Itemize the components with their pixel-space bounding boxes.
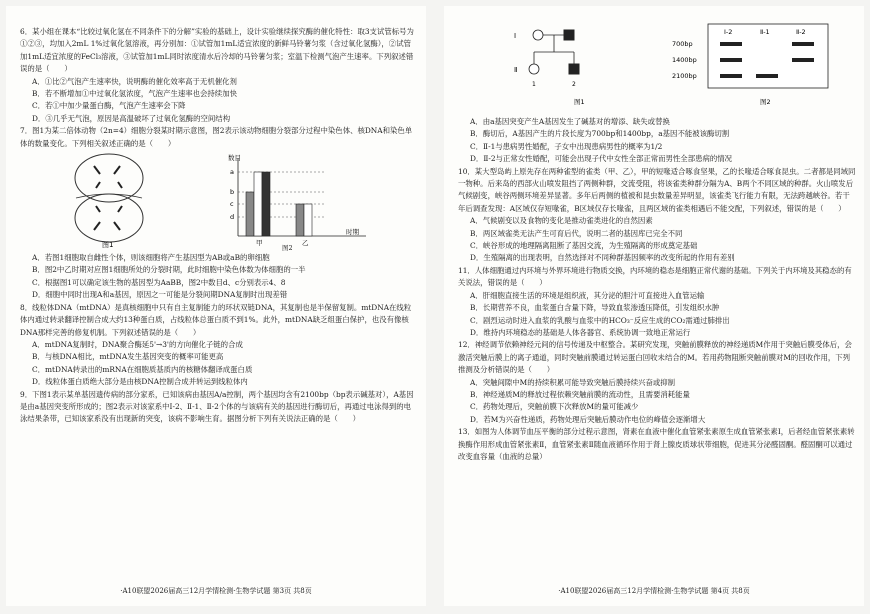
- affected-male-ii2: [569, 64, 579, 74]
- gel-caption: 图2: [760, 98, 771, 106]
- question-10-option-c: C．峡谷形成的地理隔离阻断了基因交流，为生殖隔离的形成奠定基础: [470, 241, 698, 251]
- generation-2-label: Ⅱ: [514, 66, 518, 74]
- pedigree-chart: [514, 20, 654, 110]
- female-i1: [533, 30, 543, 40]
- right-page-footer: ·A10联盟2026届高三12月学情检测·生物学试题 第4页 共8页: [558, 587, 750, 595]
- question-10-stem: 10．某大型岛屿上原先存在两种雀型的雀类（甲、乙），甲的短喙适合啄食坚果，乙的长喙适合啄食昆虫。二者都是同域同一物种。后来岛的西部火山喷发阻挡了两侧种群，交流受阻，将该雀类种群分隔为A、B两个不同区域的种群。火山喷发后气候剧变，峡谷两侧环境差异显著。多年后两侧的植被和昆虫数量差异明显，该雀类飞行能力有限，无法跨越峡谷。若干年后调查发现：A区域仅存短喙雀，B区域仅存长喙雀，且两区域的雀类相遇后不能交配，下列叙述，错误的是（ ）: [458, 166, 856, 213]
- figure-2-ylabel: 数目: [228, 154, 241, 163]
- tick-b: b: [230, 188, 235, 197]
- group-jia: 甲: [256, 239, 263, 248]
- question-12-stem: 12．神经调节依赖神经元间的信号传递及中枢整合。某研究发现，突触前膜释放的神经递质M作用于突触后膜受体后，会激活突触后膜上的离子通道，同时突触前膜通过转运蛋白回收未结合的M。若用药物阻断突触前膜对M的回收作用，下列推测及分析错误的是（ ）: [458, 340, 852, 375]
- bar-yi-1: [296, 204, 304, 236]
- lane-ii1: Ⅱ-1: [760, 28, 770, 36]
- question-6-option-c: C．若①中加少量蛋白酶，气泡产生速率会下降: [32, 101, 186, 111]
- question-9-figures: [458, 20, 856, 116]
- female-ii1: [529, 64, 539, 74]
- left-page: [6, 6, 426, 606]
- lane-ii2: Ⅱ-2: [796, 28, 806, 36]
- generation-1-label: Ⅰ: [514, 32, 517, 40]
- question-11-option-c: C．剧烈运动时进入血浆的乳酸与血浆中的HCO₃⁻反应生成的CO₂需通过肺排出: [470, 315, 730, 325]
- size-1400: 1400bp: [672, 56, 697, 64]
- question-9-option-c: C．Ⅱ-1与患病男性婚配，子女中出现患病男性的概率为1/2: [470, 141, 663, 151]
- question-12-option-b: B．神经递质M的释放过程依赖突触前膜的流动性，且需要消耗能量: [470, 389, 690, 399]
- question-12-option-d: D．若M为兴奋性递质，药物处理后突触后膜动作电位的峰值会逐渐增大: [470, 414, 706, 424]
- question-6-option-a: A．①比②气泡产生速率快，说明酶的催化效率高于无机催化剂: [32, 76, 237, 86]
- question-11-option-b: B．长期营养不良，血浆蛋白含量下降，导致血浆渗透压降低，引发组织水肿: [470, 303, 720, 313]
- question-7-option-d: D．细胞中同时出现A和a基因，原因之一可能是分裂间期DNA复制时出现差错: [32, 290, 288, 300]
- right-page: [444, 6, 864, 606]
- tick-c: c: [230, 200, 234, 209]
- ii1-number: 1: [532, 81, 536, 88]
- size-2100: 2100bp: [672, 72, 697, 80]
- size-700: 700bp: [672, 40, 693, 48]
- question-8-option-d: D．线粒体蛋白质绝大部分是由核DNA控制合成并转运到线粒体内: [32, 377, 248, 387]
- figure-2-xlabel: 时期: [346, 228, 359, 237]
- question-7-figures: [20, 150, 418, 252]
- question-10-option-a: A．气候剧变以及食物的变化是推动雀类进化的自然因素: [470, 216, 653, 226]
- question-9-stem: 9．下图1表示某单基因遗传病的部分家系，已知该病由基因A/a控制，两个基因均含有2100bp（bp表示碱基对），A基因是由a基因突变所形成的；图2表示对该家系中Ⅰ-2、Ⅱ-1、Ⅱ-2个体的与该病有关的基因进行酶切后，再通过电泳得到的电泳结果条带，已知该家系没有出现新的突变，该病不影响生育。据图分析下列有关说法正确的是（ ）: [20, 389, 414, 424]
- question-13-stem: 13．如图为人体调节血压平衡的部分过程示意图，肾素在血液中催化血管紧张素原生成血管紧张素Ⅰ，后者经血管紧张素转换酶作用形成血管紧张素Ⅱ，血管紧张素Ⅱ随血液循环作用于肾上腺皮质球状带细胞，促进其分泌醛固酮。醛固酮可以通过改变血容量（血液的总量）: [458, 427, 855, 461]
- left-page-footer: ·A10联盟2026届高三12月学情检测·生物学试题 第3页 共8页: [120, 587, 312, 595]
- question-12-option-a: A．突触间隙中M的持续积累可能导致突触后膜持续兴奋或抑制: [470, 377, 676, 387]
- question-12-option-c: C．药物处理后，突触前膜下次释放M的量可能减少: [470, 402, 639, 412]
- question-9-option-d: D．Ⅱ-2与正常女性婚配，可能会出现子代中女性全部正常而男性全部患病的情况: [470, 154, 733, 164]
- bar-yi-2: [304, 204, 312, 236]
- pedigree-caption: 图1: [574, 98, 585, 106]
- count-bar-chart: [216, 150, 376, 250]
- question-8-option-c: C．mtDNA转录出的mRNA在细胞质基质内的核糖体翻译成蛋白质: [32, 364, 253, 374]
- question-6-option-d: D．③几乎无气泡，原因是高温破坏了过氧化氢酶的空间结构: [32, 113, 231, 123]
- question-6-option-b: B．若不断增加①中过氧化氢浓度，气泡产生速率也会持续加快: [32, 89, 237, 99]
- question-7-option-a: A．若图1细胞取自雌性个体，则该细胞将产生基因型为AB或aB的卵细胞: [32, 253, 270, 263]
- question-6-stem: 6．某小组在课本“比较过氧化氢在不同条件下的分解”实验的基础上，设计实验继续探究酶的催化特性：取3支试管标号为①②③，均加入2mL 1%过氧化氢溶液，再分别加：①试管加1mL适宜浓度的新鲜马铃薯匀浆（含过氧化氢酶），②试管加1mL适宜浓度的FeCl₃溶液，③试管加1mL同时浓度清水后冷却的马铃薯匀浆；室温下检测气泡产生速率。下列叙述错误的是（ ）: [20, 27, 414, 74]
- ii2-number: 2: [572, 81, 576, 88]
- bar-jia-2: [254, 172, 262, 236]
- question-7-option-b: B．图2中乙时期对应图1细胞所处的分裂时期，此时细胞中染色体数为体细胞的一半: [32, 265, 306, 275]
- question-11-stem: 11．人体细胞通过内环境与外界环境进行物质交换，内环境的稳态是细胞正常代谢的基础。下列关于内环境及其稳态的有关说法，错误的是（ ）: [458, 265, 852, 288]
- question-11-option-a: A．肝细胞直接生活的环境是组织液，其分泌的胆汁可直接进入血管运输: [470, 290, 705, 300]
- question-10-option-d: D．生殖隔离的出现表明，自然选择对不同种群基因频率的改变所起的作用有差别: [470, 253, 735, 263]
- lane-i2: Ⅰ-2: [724, 28, 733, 36]
- question-8-stem: 8．线粒体DNA（mtDNA）是真核细胞中只有自主复制能力的环状双链DNA，其复制也是半保留复制。mtDNA在线粒体内通过转录翻译控制合成大约13种蛋白质，占线粒体总蛋白质不到1%。此外，mtDNA缺乏组蛋白保护，也没有像核DNA那样完善的修复机制。下列叙述错误的是（ ）: [20, 302, 412, 337]
- bar-jia-1: [246, 192, 254, 236]
- figure-2-caption: 图2: [282, 244, 293, 253]
- question-7-option-c: C．根据图1可以确定该生物的基因型为AaBB，图2中数目d、c分别表示4、8: [32, 277, 286, 287]
- affected-male-i2: [564, 30, 574, 40]
- tick-a: a: [230, 168, 234, 177]
- tick-d: d: [230, 213, 235, 222]
- question-8-option-a: A．mtDNA复制时，DNA聚合酶延5'→3'的方向催化子链的合成: [32, 339, 243, 349]
- left-page-content: [20, 26, 418, 426]
- cell-division-diagram: [54, 150, 174, 250]
- bar-jia-3: [262, 172, 270, 236]
- question-7-stem: 7．图1为某二倍体动物（2n=4）细胞分裂某时期示意图，图2表示该动物细胞分裂部分过程中染色体、核DNA和染色单体的数量变化。下列相关叙述正确的是（ ）: [20, 126, 413, 148]
- question-8-option-b: B．与核DNA相比，mtDNA发生基因突变的概率可能更高: [32, 352, 224, 362]
- question-9-option-b: B．酶切后，A基因产生的片段长度为700bp和1400bp，a基因不能被该酶切割: [470, 129, 730, 139]
- group-yi: 乙: [302, 239, 309, 248]
- question-10-option-b: B．两区域雀类无法产生可育后代，说明二者的基因库已完全不同: [470, 228, 683, 238]
- question-11-option-d: D．维持内环境稳态的基础是人体各器官、系统协调一致地正常运行: [470, 327, 691, 337]
- question-9-option-a: A．由a基因突变产生A基因发生了碱基对的增添、缺失或替换: [470, 117, 670, 126]
- right-page-content: [458, 20, 856, 463]
- electrophoresis-gel: [668, 20, 838, 112]
- figure-1-caption: 图1: [102, 241, 114, 250]
